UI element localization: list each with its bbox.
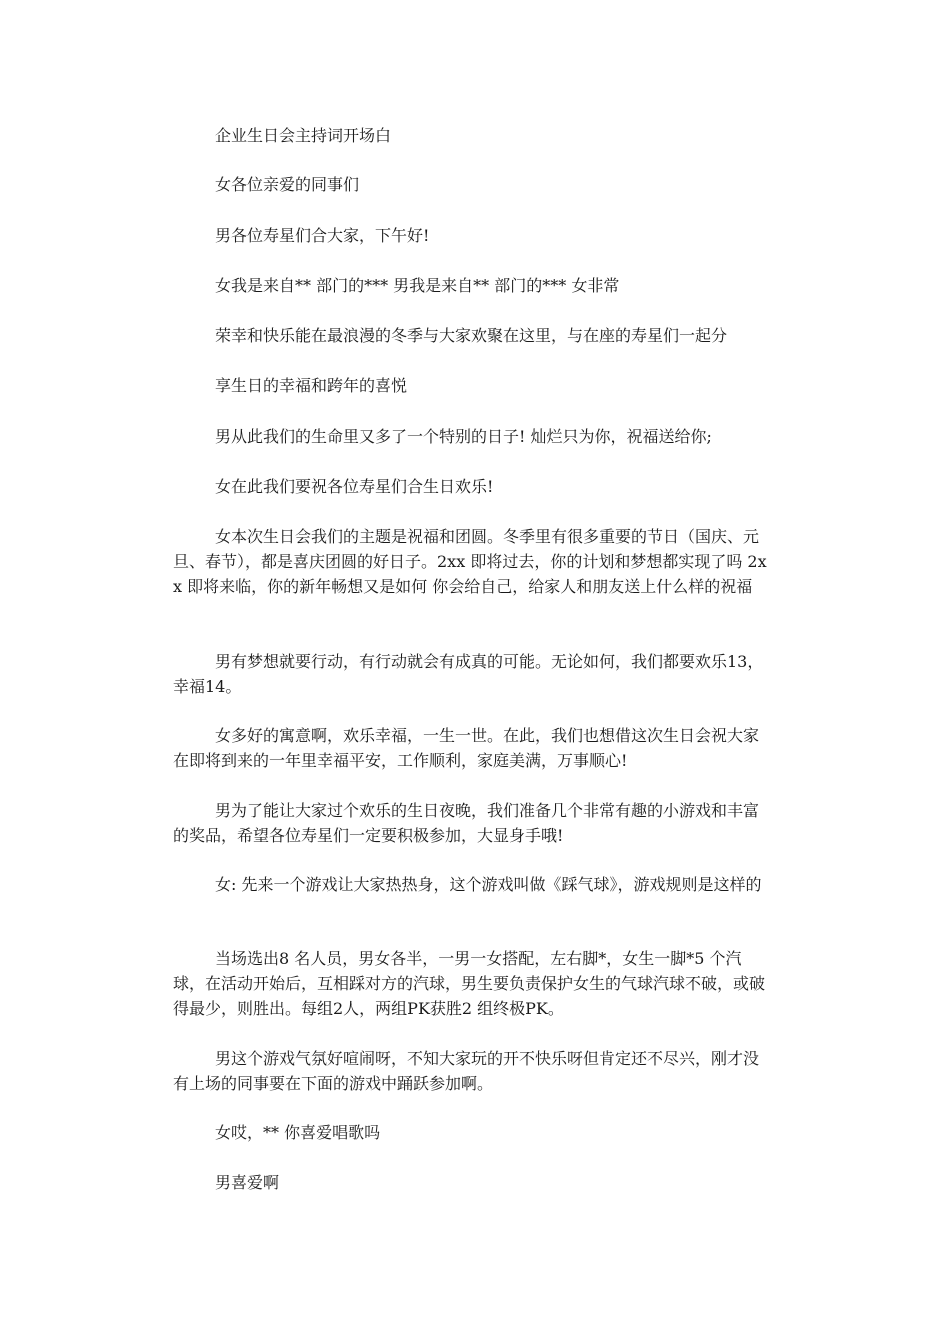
script-paragraph: 女本次生日会我们的主题是祝福和团圆。冬季里有很多重要的节日（国庆、元旦、春节），都是喜庆团圆的好日子。2xx 即将过去，你的计划和梦想都实现了吗 2xx 即将来临，你的新年畅想又是如何 你会给自己，给家人和朋友送上什么样的祝福 xyxy=(173,527,767,596)
script-paragraph: 男这个游戏气氛好喧闹呀，不知大家玩的开不快乐呀但肯定还不尽兴，刚才没有上场的同事要在下面的游戏中踊跃参加啊。 xyxy=(173,1049,760,1093)
script-line: 女我是来自** 部门的*** 男我是来自** 部门的*** 女非常 xyxy=(215,276,620,295)
script-line: 男喜爱啊 xyxy=(215,1173,280,1192)
script-paragraph: 当场选出8 名人员，男女各半，一男一女搭配，左右脚*，女生一脚*5 个汽球，在活动开始后，互相踩对方的汽球，男生要负责保护女生的气球汽球不破，或破得最少，则胜出。每组2人，两组PK获胜2 组终极PK。 xyxy=(173,949,766,1018)
script-paragraph: 男有梦想就要行动，有行动就会有成真的可能。无论如何，我们都要欢乐13，幸福14。 xyxy=(173,652,764,696)
document-title: 企业生日会主持词开场白 xyxy=(215,126,392,145)
script-paragraph: 男为了能让大家过个欢乐的生日夜晚，我们准备几个非常有趣的小游戏和丰富的奖品，希望各位寿星们一定要积极参加，大显身手哦! xyxy=(173,801,760,845)
script-line: 女哎，** 你喜爱唱歌吗 xyxy=(215,1123,381,1142)
script-paragraph: 女多好的寓意啊，欢乐幸福，一生一世。在此，我们也想借这次生日会祝大家在即将到来的一年里幸福平安，工作顺利，家庭美满，万事顺心! xyxy=(173,726,760,770)
script-line: 女在此我们要祝各位寿星们合生日欢乐! xyxy=(215,477,494,496)
script-paragraph: 女: 先来一个游戏让大家热热身，这个游戏叫做《踩气球》，游戏规则是这样的 xyxy=(215,875,762,894)
script-line: 享生日的幸福和跨年的喜悦 xyxy=(215,376,408,395)
script-line: 荣幸和快乐能在最浪漫的冬季与大家欢聚在这里，与在座的寿星们一起分 xyxy=(215,326,728,345)
script-line: 男各位寿星们合大家，下午好! xyxy=(215,226,430,245)
script-line: 女各位亲爱的同事们 xyxy=(215,175,360,194)
script-line: 男从此我们的生命里又多了一个特别的日子! 灿烂只为你，祝福送给你; xyxy=(215,427,712,446)
